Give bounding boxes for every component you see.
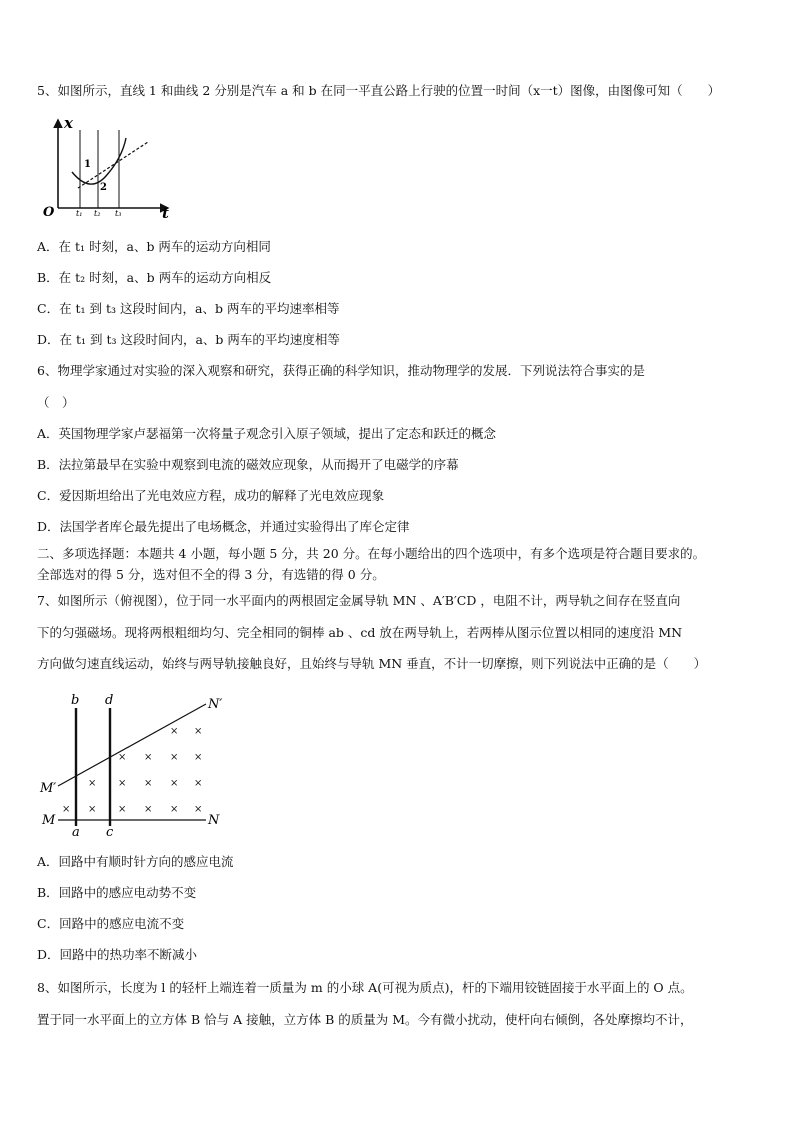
label-Nprime: N′ xyxy=(208,697,223,712)
field-mark: × xyxy=(144,804,153,815)
q7-stem-line3: 方向做匀速直线运动，始终与两导轨接触良好，且始终与导轨 MN 垂直，不计一切摩擦，则下列说法中正确的是（ ） xyxy=(37,656,707,671)
q7-option-d[interactable]: D．回路中的热功率不断减小 xyxy=(37,947,198,962)
field-mark: × xyxy=(88,804,97,815)
field-mark: × xyxy=(144,752,153,763)
field-mark: × xyxy=(170,726,179,737)
graph-origin: O xyxy=(43,205,55,220)
section-2-scoring: 全部选对的得 5 分，选对但不全的得 3 分，有选错的得 0 分。 xyxy=(37,567,385,582)
q6-option-d[interactable]: D．法国学者库仑最先提出了电场概念，并通过实验得出了库仑定律 xyxy=(37,519,410,534)
q5-xt-graph xyxy=(40,112,180,220)
label-b: b xyxy=(71,693,80,708)
q6-option-a[interactable]: A．英国物理学家卢瑟福第一次将量子观念引入原子领域，提出了定态和跃迁的概念 xyxy=(37,426,497,441)
q7-option-c[interactable]: C．回路中的感应电流不变 xyxy=(37,916,185,931)
field-mark: × xyxy=(118,778,127,789)
q7-stem-line1: 7、如图所示（俯视图），位于同一水平面内的两根固定金属导轨 MN 、A′B′CD ，电阻不计，两导轨之间存在竖直向 xyxy=(37,593,681,608)
field-mark: × xyxy=(170,752,179,763)
field-mark: × xyxy=(194,726,203,737)
q6-stem-bracket: （ ） xyxy=(37,395,75,410)
section-2-header: 二、多项选择题：本题共 4 小题，每小题 5 分，共 20 分。在每小题给出的四个选项中，有多个选项是符合题目要求的。 xyxy=(37,546,706,561)
q6-option-c[interactable]: C．爱因斯坦给出了光电效应方程，成功的解释了光电效应现象 xyxy=(37,488,385,503)
label-c: c xyxy=(106,825,114,840)
graph-x-label: x xyxy=(64,114,73,132)
field-mark: × xyxy=(170,778,179,789)
rail-MpNp xyxy=(58,704,206,786)
magnetic-field-marks xyxy=(62,726,202,815)
q6-stem: 6、物理学家通过对实验的深入观察和研究，获得正确的科学知识，推动物理学的发展．下列说法符合事实的是 xyxy=(37,363,645,378)
label-Mprime: M′ xyxy=(40,781,57,796)
tick-t1: t₁ xyxy=(76,209,83,218)
label-2: 2 xyxy=(100,182,107,193)
q7-option-b[interactable]: B．回路中的感应电动势不变 xyxy=(37,885,197,900)
field-mark: × xyxy=(88,778,97,789)
q5-option-b[interactable]: B．在 t₂ 时刻，a、b 两车的运动方向相反 xyxy=(37,270,272,285)
field-mark: × xyxy=(194,804,203,815)
field-mark: × xyxy=(170,804,179,815)
q6-option-b[interactable]: B．法拉第最早在实验中观察到电流的磁效应现象，从而揭开了电磁学的序幕 xyxy=(37,457,459,472)
label-d: d xyxy=(105,693,114,708)
q5-option-a[interactable]: A．在 t₁ 时刻，a、b 两车的运动方向相同 xyxy=(37,239,271,254)
q7-option-a[interactable]: A．回路中有顺时针方向的感应电流 xyxy=(37,854,234,869)
q5-stem: 5、如图所示，直线 1 和曲线 2 分别是汽车 a 和 b 在同一平直公路上行驶的位置一时间（x一t）图像，由图像可知（ ） xyxy=(37,83,721,98)
label-M: M xyxy=(42,813,56,828)
field-mark: × xyxy=(118,752,127,763)
tick-t3: t₃ xyxy=(115,209,122,218)
field-mark: × xyxy=(62,804,71,815)
q8-stem-line1: 8、如图所示，长度为 l 的轻杆上端连着一质量为 m 的小球 A(可视为质点)，杆的下端用铰链固接于水平面上的 O 点。 xyxy=(37,980,693,995)
label-N: N xyxy=(208,813,220,828)
q7-stem-line2: 下的匀强磁场。现将两根粗细均匀、完全相同的铜棒 ab 、cd 放在两导轨上，若两棒从图示位置以相同的速度沿 MN xyxy=(37,625,683,640)
label-1: 1 xyxy=(84,159,91,170)
q5-option-d[interactable]: D．在 t₁ 到 t₃ 这段时间内，a、b 两车的平均速度相等 xyxy=(37,332,340,347)
field-mark: × xyxy=(118,804,127,815)
q8-stem-line2: 置于同一水平面上的立方体 B 恰与 A 接触，立方体 B 的质量为 M。今有微小扰动，使杆向右倾倒，各处摩擦均不计， xyxy=(37,1012,693,1027)
q7-rails-figure xyxy=(38,690,238,840)
label-a: a xyxy=(72,825,80,840)
q5-option-c[interactable]: C．在 t₁ 到 t₃ 这段时间内，a、b 两车的平均速率相等 xyxy=(37,301,340,316)
tick-t2: t₂ xyxy=(94,209,101,218)
field-mark: × xyxy=(194,752,203,763)
graph-t-label: t xyxy=(162,204,169,220)
field-mark: × xyxy=(194,778,203,789)
field-mark: × xyxy=(144,778,153,789)
